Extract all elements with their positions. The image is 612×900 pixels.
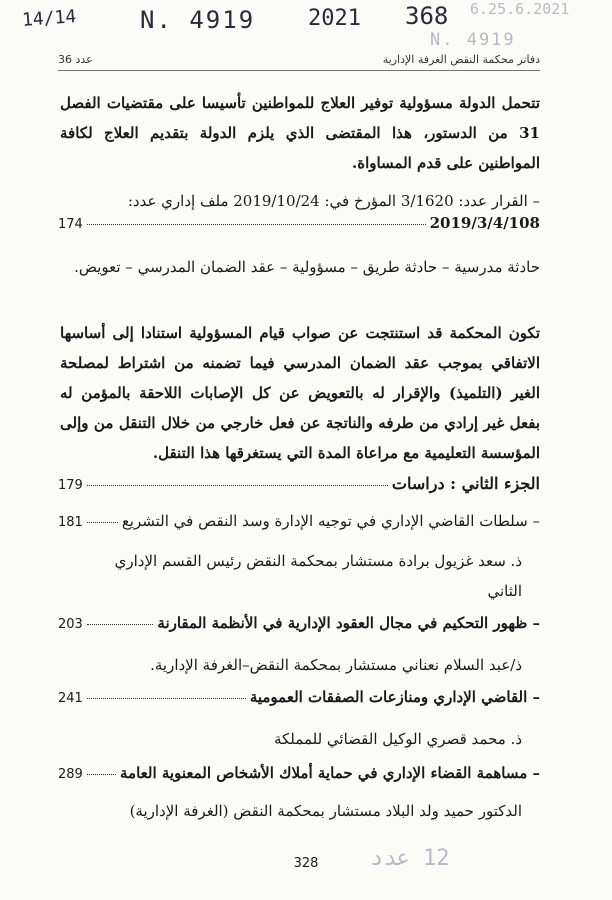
handwritten-page-count: 14/14 [21,6,77,31]
decision-page-number: 174 [58,217,83,232]
decision-file-line [58,214,540,232]
decision-file-number: 2019/3/4/108 [429,214,540,232]
toc-page: 241 [58,691,83,706]
running-header-title: دفاتر محكمة النقض الغرفة الإدارية [382,53,540,66]
toc-author-3: ذ. محمد قصري الوكيل القضائي للمملكة [273,730,522,748]
toc-title: – مساهمة القضاء الإداري في حماية أملاك الأشخاص المعنوية العامة [120,764,540,782]
handwritten-bottom-note: 12 عدد [370,846,450,871]
leader-dots [87,224,426,225]
handwritten-number: 368 [405,2,449,30]
toc-entry-1 [58,512,540,530]
page-number: 328 [293,856,319,871]
toc-page: 289 [58,767,83,782]
toc-author-1: ذ. سعد غزيول برادة مستشار بمحكمة النقض رئيس القسم الإداري الثاني [114,552,522,600]
toc-page: 179 [58,478,83,493]
toc-entry-3 [58,688,540,706]
toc-entry-2 [58,614,540,632]
toc-part-two [58,474,540,493]
running-header-issue: عدد 36 [58,53,93,66]
toc-page: 181 [58,515,83,530]
header-rule [58,70,540,71]
toc-title: – سلطات القاضي الإداري في توجيه الإدارة وسد النقص في التشريع [121,512,540,530]
leader-dots [87,774,116,775]
toc-title: – ظهور التحكيم في مجال العقود الإدارية في الأنظمة المقارنة [157,614,540,632]
toc-entry-4 [58,764,540,782]
paragraph-principle: تتحمل الدولة مسؤولية توفير العلاج للمواطنين تأسيسا على مقتضيات الفصل 31 من الدستور، هذا المقتضى الذي يلزم الدولة بتقديم العلاج لكافة المواطنين على قدم المساواة. [60,94,540,172]
toc-title: – القاضي الإداري ومنازعات الصفقات العمومية [249,688,540,706]
handwritten-year: 2021 [308,6,361,31]
toc-title: الجزء الثاني : دراسات [391,474,540,493]
toc-author-4: الدكتور حميد ولد البلاد مستشار بمحكمة النقض (الغرفة الإدارية) [129,802,522,820]
faint-register-stamp: N. 4919 [430,30,516,50]
decision-label: – القرار عدد: 3/1620 المؤرخ في: 2019/10/24 ملف إداري عدد: [127,192,540,210]
toc-author-2: ذ/عبد السلام نعناني مستشار بمحكمة النقض–الغرفة الإدارية. [150,656,522,674]
leader-dots [87,624,154,625]
decision-reference [60,186,540,216]
leader-dots [87,698,246,699]
handwritten-register-number: N. 4919 [140,6,256,34]
faint-date-stamp: 6.25.6.2021 [470,0,570,18]
keywords: حادثة مدرسية – حادثة طريق – مسؤولية – عقد الضمان المدرسي – تعويض. [74,258,540,276]
leader-dots [87,522,118,523]
toc-page: 203 [58,617,83,632]
leader-dots [87,485,388,486]
paragraph-ruling: تكون المحكمة قد استنتجت عن صواب قيام المسؤولية استنادا إلى أساسها الاتفاقي بموجب عقد الضمان المدرسي فيما تضمنه من اشتراط لمصلحة الغير (التلميذ) والإقرار له بالتعويض عن كل الإصابات اللاحقة بالمؤمن له بفعل غير إرادي من طرفه والناتجة عن فعل خارجي من خلال التنقل من وإلى المؤسسة التعليمية مع مراعاة المدة التي يستغرقها هذا التنقل. [60,324,540,462]
